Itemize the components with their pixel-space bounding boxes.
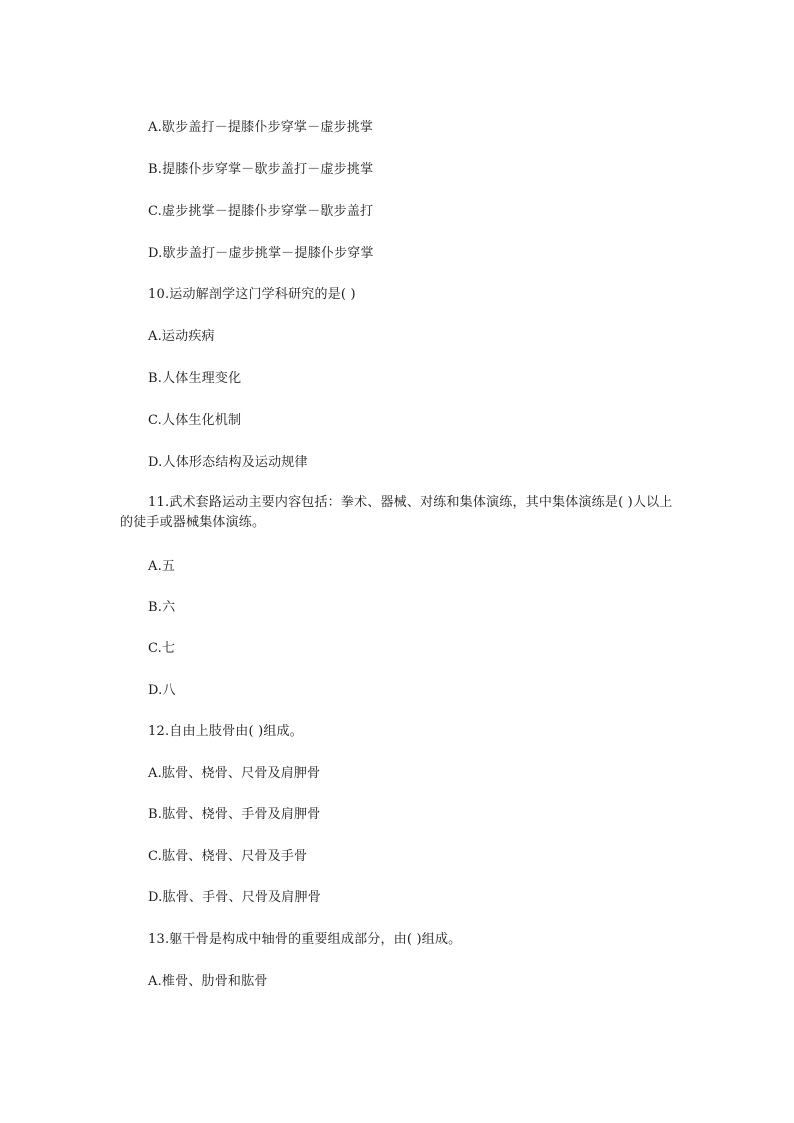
q10-stem: 10.运动解剖学这门学科研究的是( )	[148, 287, 356, 302]
q9-option-c: C.虚步挑掌－提膝仆步穿掌－歇步盖打	[148, 204, 374, 219]
q10-option-b: B.人体生理变化	[148, 371, 242, 386]
q11-option-b: B.六	[148, 600, 176, 615]
q13-option-a: A.椎骨、肋骨和肱骨	[148, 974, 268, 989]
q12-option-a: A.肱骨、桡骨、尺骨及肩胛骨	[148, 766, 321, 781]
q10-option-a: A.运动疾病	[148, 329, 215, 344]
q9-option-a: A.歇步盖打－提膝仆步穿掌－虚步挑掌	[148, 120, 374, 135]
q9-option-d: D.歇步盖打－虚步挑掌－提膝仆步穿掌	[148, 246, 374, 261]
q11-stem: 11.武术套路运动主要内容包括：拳术、器械、对练和集体演练，其中集体演练是( )人以上的徒手或器械集体演练。	[120, 495, 673, 530]
q11-option-d: D.八	[148, 683, 176, 698]
q10-option-c: C.人体生化机制	[148, 413, 242, 428]
q12-option-d: D.肱骨、手骨、尺骨及肩胛骨	[148, 890, 321, 905]
q12-option-c: C.肱骨、桡骨、尺骨及手骨	[148, 849, 308, 864]
q11-option-a: A.五	[148, 559, 176, 574]
q13-stem: 13.躯干骨是构成中轴骨的重要组成部分，由( )组成。	[148, 932, 462, 947]
q12-stem: 12.自由上肢骨由( )组成。	[148, 724, 303, 739]
q11-option-c: C.七	[148, 641, 176, 656]
q9-option-b: B.提膝仆步穿掌－歇步盖打－虚步挑掌	[148, 162, 374, 177]
q12-option-b: B.肱骨、桡骨、手骨及肩胛骨	[148, 807, 321, 822]
q10-option-d: D.人体形态结构及运动规律	[148, 455, 308, 470]
